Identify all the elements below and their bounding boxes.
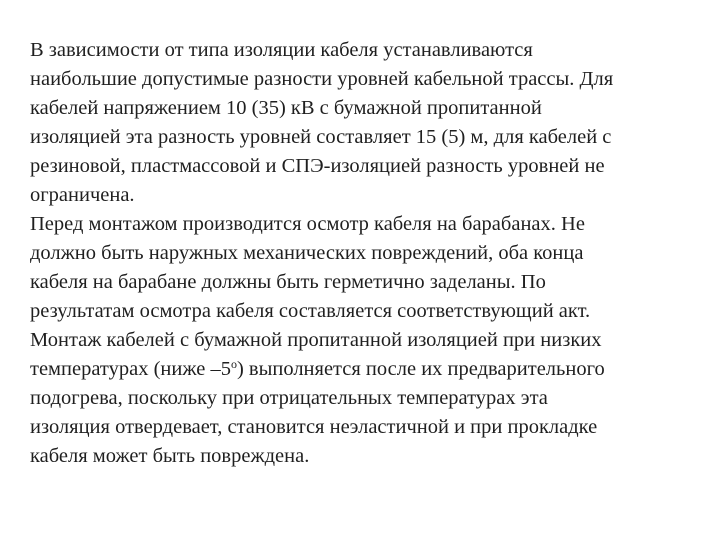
text-line: результатам осмотра кабеля составляется соответствующий акт. — [30, 300, 591, 322]
text-line: изоляцией эта разность уровней составляет 15 (5) м, для кабелей с — [30, 126, 612, 148]
text-fragment: ) выполняется после их предварительного — [236, 358, 605, 380]
text-line-temperature — [30, 355, 720, 384]
body-text — [30, 36, 720, 471]
text-line: подогрева, поскольку при отрицательных температурах эта — [30, 387, 548, 409]
text-line: наибольшие допустимые разности уровней кабельной трассы. Для — [30, 68, 614, 90]
text-line: резиновой, пластмассовой и СПЭ-изоляцией разность уровней не — [30, 155, 605, 177]
paragraph-low-temperature — [30, 326, 720, 471]
text-line: кабелей напряжением 10 (35) кВ с бумажной пропитанной — [30, 97, 542, 119]
text-line: Перед монтажом производится осмотр кабеля на барабанах. Не — [30, 213, 585, 235]
paragraph-inspection — [30, 210, 720, 326]
text-fragment: температурах (ниже –5 — [30, 358, 231, 380]
text-line: кабеля может быть повреждена. — [30, 445, 310, 467]
text-line: кабеля на барабане должны быть герметично заделаны. По — [30, 271, 546, 293]
paragraph-cable-levels — [30, 36, 720, 210]
degree-superscript: о — [230, 357, 237, 371]
text-line: Монтаж кабелей с бумажной пропитанной изоляцией при низких — [30, 329, 602, 351]
text-line: ограничена. — [30, 184, 135, 206]
text-line: должно быть наружных механических повреждений, оба конца — [30, 242, 584, 264]
text-line: В зависимости от типа изоляции кабеля устанавливаются — [30, 39, 533, 61]
text-line: изоляция отвердевает, становится неэластичной и при прокладке — [30, 416, 598, 438]
